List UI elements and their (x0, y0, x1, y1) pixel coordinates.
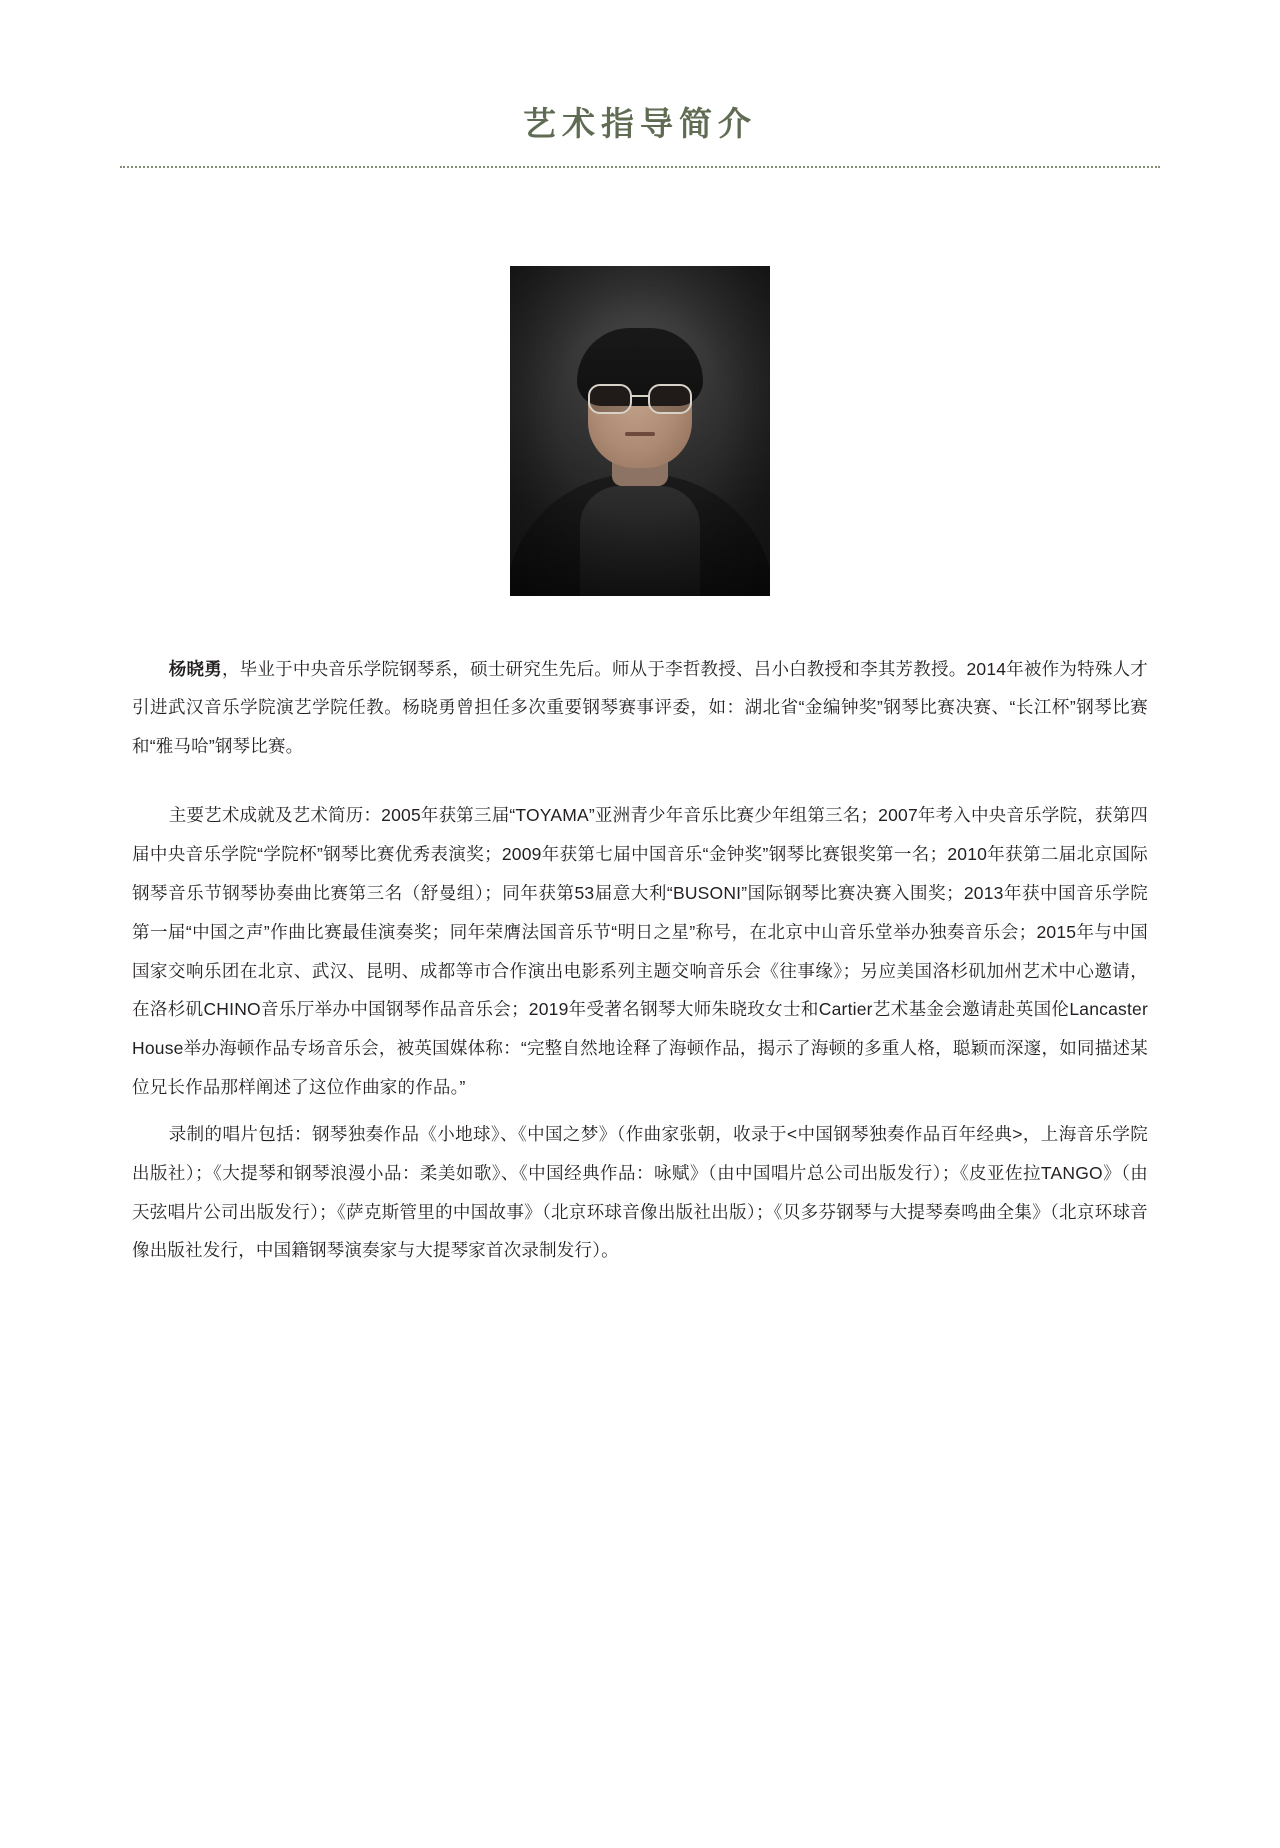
page-title: 艺术指导简介 (523, 105, 757, 142)
bio-paragraph-achievements: 主要艺术成就及艺术简历：2005年获第三届“TOYAMA”亚洲青少年音乐比赛少年组第三名；2007年考入中央音乐学院，获第四届中央音乐学院“学院杯”钢琴比赛优秀表演奖；2009年获第七届中国音乐“金钟奖”钢琴比赛银奖第一名；2010年获第二届北京国际钢琴音乐节钢琴协奏曲比赛第三名（舒曼组）；同年获第53届意大利“BUSONI”国际钢琴比赛决赛入围奖；2013年获中国音乐学院第一届“中国之声”作曲比赛最佳演奏奖；同年荣膺法国音乐节“明日之星”称号，在北京中山音乐堂举办独奏音乐会；2015年与中国国家交响乐团在北京、武汉、昆明、成都等市合作演出电影系列主题交响音乐会《往事缘》；另应美国洛杉矶加州艺术中心邀请，在洛杉矶CHINO音乐厅举办中国钢琴作品音乐会；2019年受著名钢琴大师朱晓玫女士和Cartier艺术基金会邀请赴英国伦Lancaster House举办海顿作品专场音乐会，被英国媒体称：“完整自然地诠释了海顿作品，揭示了海顿的多重人格，聪颖而深邃，如同描述某位兄长作品那样阐述了这位作曲家的作品。” (132, 805, 1166, 1098)
bio-paragraph-intro-text: ，毕业于中央音乐学院钢琴系，硕士研究生先后。师从于李哲教授、吕小白教授和李其芳教授。2014年被作为特殊人才引进武汉音乐学院演艺学院任教。杨晓勇曾担任多次重要钢琴赛事评委，如：湖北省“金编钟奖”钢琴比赛决赛、“长江杯”钢琴比赛和“雅马哈”钢琴比赛。 (132, 658, 1148, 757)
portrait-vignette (510, 266, 770, 596)
biography-body (132, 650, 1166, 1271)
title-divider (120, 166, 1160, 168)
document-header (0, 0, 1280, 168)
artist-portrait-photo (510, 266, 770, 596)
bio-paragraph-intro (132, 650, 1148, 767)
artist-name: 杨晓勇 (168, 658, 222, 679)
portrait-container (0, 266, 1280, 596)
bio-paragraph-recordings: 录制的唱片包括：钢琴独奏作品《小地球》、《中国之梦》（作曲家张朝，收录于<中国钢琴独奏作品百年经典>，上海音乐学院出版社）；《大提琴和钢琴浪漫小品：柔美如歌》、《中国经典作品：咏赋》（由中国唱片总公司出版发行）；《皮亚佐拉TANGO》（由天弦唱片公司出版发行）；《萨克斯管里的中国故事》（北京环球音像出版社出版）；《贝多芬钢琴与大提琴奏鸣曲全集》（北京环球音像出版社发行，中国籍钢琴演奏家与大提琴家首次录制发行）。 (132, 1123, 1148, 1261)
